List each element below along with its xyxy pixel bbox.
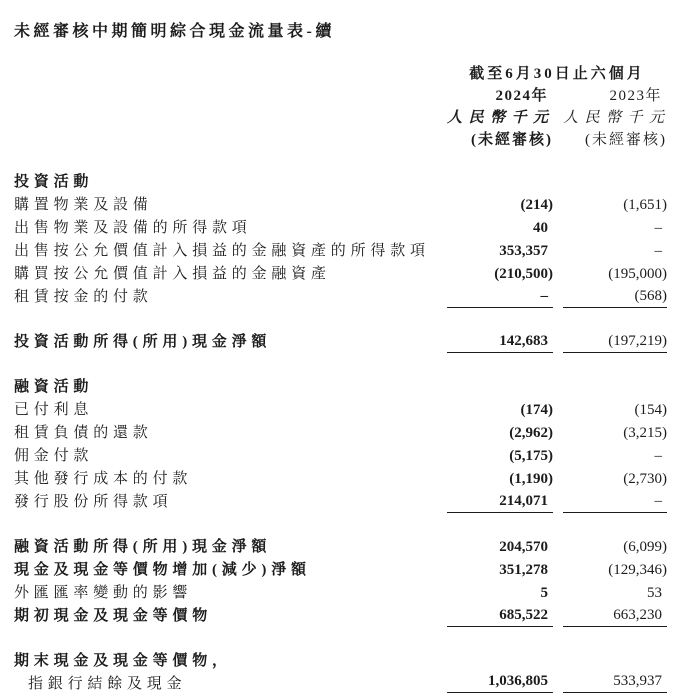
table-row	[0, 216, 686, 239]
column-headers	[0, 63, 686, 151]
value-2024: (210,500)	[494, 266, 553, 282]
unaudited-2023-header: (未經審核)	[585, 132, 667, 148]
table-row	[0, 330, 686, 353]
value-2024: (174)	[520, 402, 553, 418]
row-label: 投資活動所得(所用)現金淨額	[14, 334, 272, 350]
value-2023: (3,215)	[623, 425, 667, 441]
row-label: 期末現金及現金等價物，	[14, 653, 232, 669]
row-label: 已付利息	[14, 402, 94, 418]
row-label: 現金及現金等價物增加(減少)淨額	[14, 562, 311, 578]
statement-rows	[0, 170, 686, 693]
value-2023: (1,651)	[623, 197, 667, 213]
value-2024: 40	[533, 220, 548, 236]
value-2023: –	[563, 490, 667, 513]
row-label: 指銀行結餘及現金	[28, 676, 187, 692]
row-label: 其他發行成本的付款	[14, 471, 193, 487]
row-label: 租賃按金的付款	[14, 289, 153, 305]
value-2023: 533,937	[563, 670, 667, 693]
table-row	[0, 262, 686, 285]
value-2023: (129,346)	[608, 562, 667, 578]
value-2024: 5	[540, 585, 548, 601]
table-row	[0, 581, 686, 604]
year-header-row	[0, 85, 686, 107]
value-2024: (214)	[520, 197, 553, 213]
value-2023: (568)	[563, 285, 667, 308]
table-row	[0, 193, 686, 216]
year-2023-header: 2023年	[609, 88, 662, 104]
unaudited-2024-header: (未經審核)	[471, 132, 553, 148]
value-2023: (2,730)	[623, 471, 667, 487]
row-label: 發行股份所得款項	[14, 494, 173, 510]
row-label: 出售物業及設備的所得款項	[14, 220, 252, 236]
currency-unit-row	[0, 107, 686, 129]
unit-2024-header: 人民幣千元	[447, 110, 555, 126]
value-2024: 142,683	[447, 330, 553, 353]
value-2023: 663,230	[563, 604, 667, 627]
row-label: 出售按公允價值計入損益的金融資產的所得款項	[14, 243, 430, 259]
value-2024: 1,036,805	[447, 670, 553, 693]
value-2023: (154)	[634, 402, 667, 418]
table-row	[0, 672, 686, 693]
value-2023: –	[654, 220, 662, 236]
value-2024: (1,190)	[509, 471, 553, 487]
value-2023: (197,219)	[563, 330, 667, 353]
table-row	[0, 375, 686, 398]
value-2024: (5,175)	[509, 448, 553, 464]
table-row	[0, 285, 686, 308]
value-2023: (195,000)	[608, 266, 667, 282]
value-2023: –	[654, 448, 662, 464]
table-row	[0, 467, 686, 490]
value-2024: –	[447, 285, 553, 308]
row-label: 投資活動	[14, 174, 94, 190]
table-row	[0, 649, 686, 672]
value-2024: 204,570	[499, 539, 548, 555]
year-2024-header: 2024年	[495, 88, 548, 104]
row-label: 購買按公允價值計入損益的金融資產	[14, 266, 331, 282]
table-row	[0, 239, 686, 262]
table-row	[0, 604, 686, 627]
row-label: 融資活動	[14, 379, 94, 395]
value-2024: 685,522	[447, 604, 553, 627]
period-header-row	[0, 63, 686, 85]
value-2023: (6,099)	[623, 539, 667, 555]
table-row	[0, 558, 686, 581]
value-2023: 53	[647, 585, 662, 601]
table-row	[0, 421, 686, 444]
row-label: 佣金付款	[14, 448, 94, 464]
value-2024: 214,071	[447, 490, 553, 513]
row-label: 融資活動所得(所用)現金淨額	[14, 539, 272, 555]
row-label: 購置物業及設備	[14, 197, 153, 213]
table-row	[0, 444, 686, 467]
value-2023: –	[654, 243, 662, 259]
table-row	[0, 398, 686, 421]
row-label: 外匯匯率變動的影響	[14, 585, 193, 601]
table-row	[0, 535, 686, 558]
unit-2023-header: 人民幣千元	[563, 110, 671, 126]
table-row	[0, 170, 686, 193]
audit-note-row	[0, 129, 686, 151]
value-2024: (2,962)	[509, 425, 553, 441]
table-row	[0, 490, 686, 513]
page-title: 未經審核中期簡明綜合現金流量表-續	[14, 23, 335, 40]
row-label: 期初現金及現金等價物	[14, 608, 213, 624]
value-2024: 351,278	[499, 562, 548, 578]
period-header: 截至6月30日止六個月	[469, 66, 645, 82]
row-label: 租賃負債的還款	[14, 425, 153, 441]
value-2024: 353,357	[499, 243, 548, 259]
